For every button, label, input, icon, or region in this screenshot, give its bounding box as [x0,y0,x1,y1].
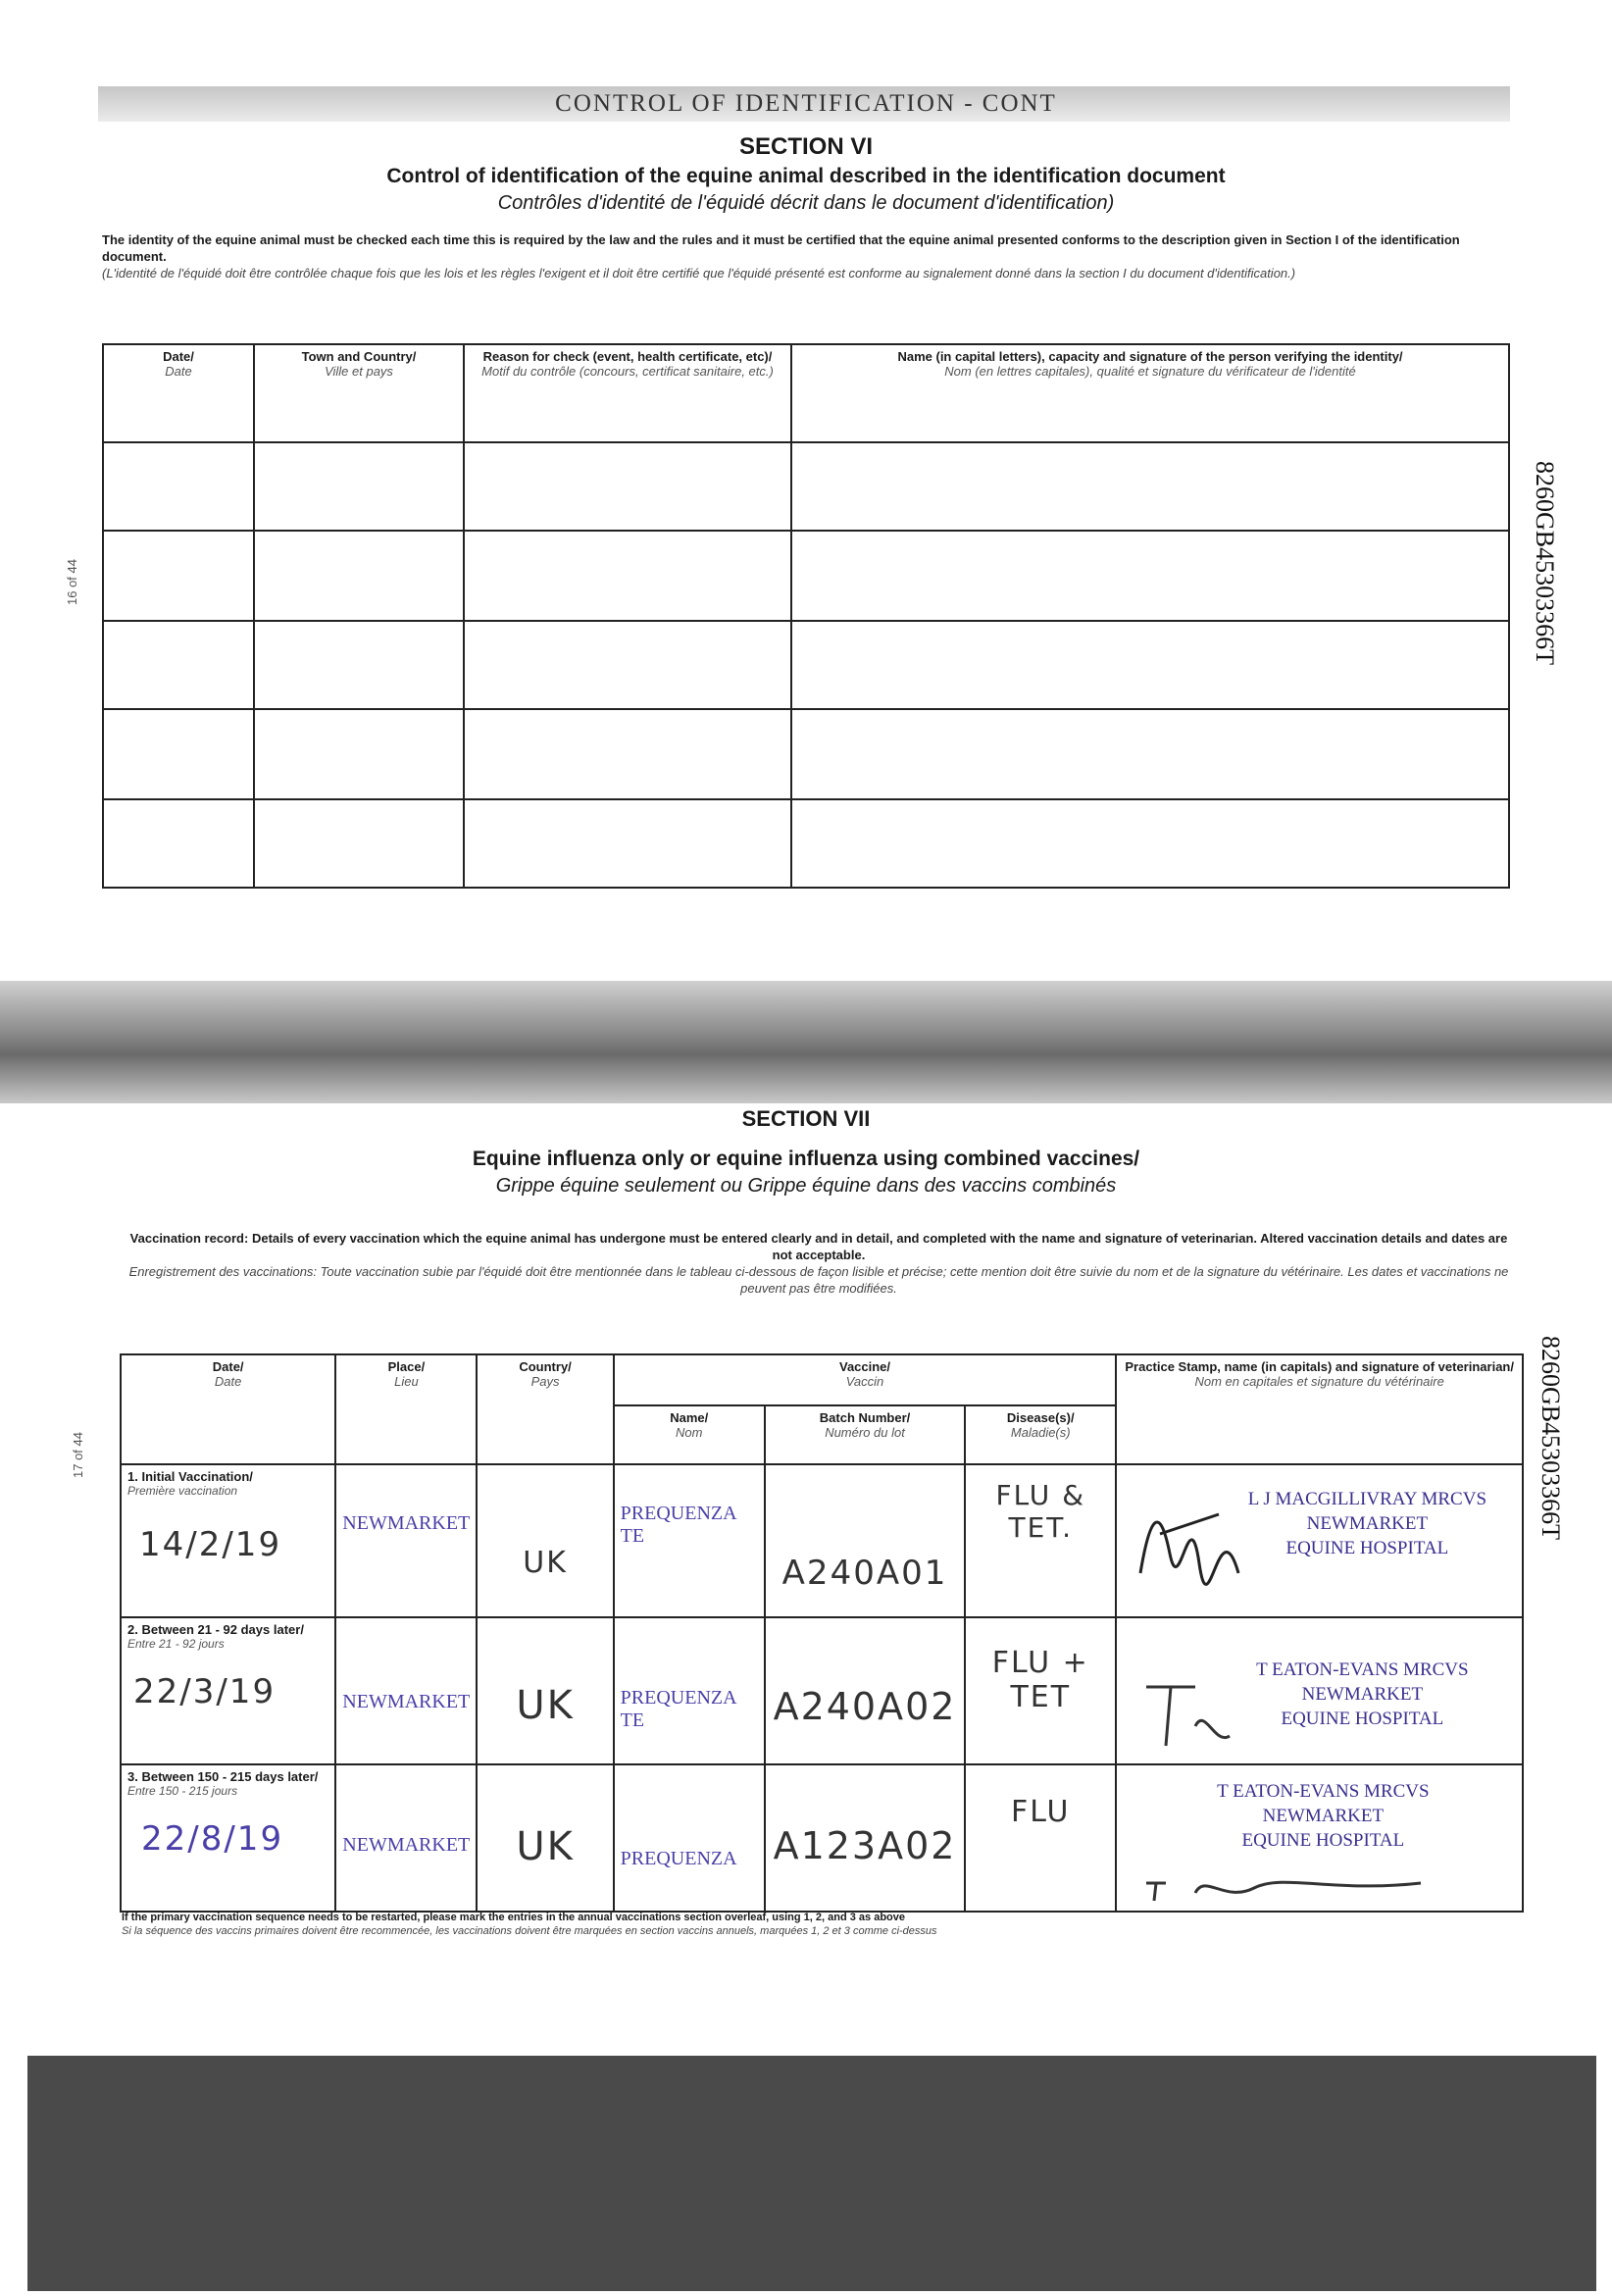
place-value: NEWMARKET [342,1512,471,1534]
footnote-en: If the primary vaccination sequence needs to be restarted, please mark the entries in the annual vaccinations section overleaf, using 1, 2, and 3 as above [122,1912,906,1923]
section7-subtitle-fr: Grippe équine seulement ou Grippe équine dans des vaccins combinés [495,1175,1117,1197]
col-disease: Disease(s)/ Maladie(s) [965,1405,1116,1464]
table-header-row [103,344,1509,442]
section6-subtitle-fr: Contrôles d'identité de l'équidé décrit dans le document d'identification) [497,192,1115,214]
disease-value: FLU [1011,1795,1071,1829]
section7-footnote [122,1911,1534,1938]
country-value: UK [523,1546,568,1580]
vaccine-name-value: PREQUENZA [620,1848,737,1869]
serial-number-bottom: 8260GB45303366T [1536,1336,1565,1540]
page-number-top: 16 of 44 [65,559,79,605]
section7-note-fr: Toute vaccination subie par l'équidé doit être mentionnée dans le tableau ci-dessous de façon lisible et précise; cette mention doit être suivie du nom et de la signature du vétérinaire. Les dates et vaccinations ne peuvent pas être modifiées. [320,1264,1509,1296]
signature-scribble [1136,1677,1244,1756]
footnote-fr: Si la séquence des vaccins primaires doivent être recommencée, les vaccinations doivent être marquées en section vaccins annuels, marquées 1, 2 et 3 comme ci-dessus [122,1925,937,1937]
section7-title: SECTION VII [741,1106,871,1131]
disease-value: FLU & TET. [995,1479,1086,1544]
section6-banner: CONTROL OF IDENTIFICATION - CONT [555,90,1057,117]
row-date-cell: 2. Between 21 - 92 days later/ Entre 21 - 92 jours 22/3/19 [121,1617,335,1764]
disease-value: FLU + TET [991,1646,1089,1714]
scan-shadow-bottom [27,2056,1596,2291]
table-row [103,531,1509,621]
page-fold-band [0,981,1612,1103]
date-value: 22/3/19 [133,1672,277,1711]
table-row [103,442,1509,531]
identity-check-table [102,343,1510,889]
date-value: 22/8/19 [141,1819,284,1859]
vet-cell [1116,1764,1523,1912]
table-row [103,621,1509,709]
place-value: NEWMARKET [342,1691,471,1712]
col-date: Date/ Date [121,1354,335,1464]
col-country: Country/ Pays [477,1354,613,1464]
section6-note-fr: (L'identité de l'équidé doit être contrôlée chaque fois que les lois et les règles l'exigent et il doit être certifié que l'équidé présenté est conforme au signalement donné dans la section I du document d'identification.) [102,266,1296,281]
vet-stamp: T EATON-EVANS MRCVS NEWMARKET EQUINE HOSPITAL [1217,1781,1430,1851]
table-row [121,1764,1523,1912]
table-row [121,1617,1523,1764]
section7-note-label: Vaccination record: [129,1231,249,1246]
vet-stamp: L J MACGILLIVRAY MRCVS NEWMARKET EQUINE HOSPITAL [1247,1489,1487,1558]
col-town-country: Town and Country/ Ville et pays [254,344,464,442]
place-value: NEWMARKET [342,1834,471,1856]
row-date-cell: 1. Initial Vaccination/ Première vaccination 14/2/19 [121,1464,335,1617]
table-row [121,1464,1523,1617]
batch-value: A240A01 [781,1554,948,1593]
table-row [103,799,1509,888]
col-vet: Practice Stamp, name (in capitals) and signature of veterinarian/ Nom en capitales et signature du vétérinaire [1116,1354,1523,1464]
signature-scribble [1136,1863,1431,1903]
col-vaccine-name: Name/ Nom [614,1405,765,1464]
date-value: 14/2/19 [139,1525,282,1564]
section7-note [127,1230,1510,1297]
section6-title: SECTION VI [738,133,874,160]
col-place: Place/ Lieu [335,1354,477,1464]
section7-note-fr-label: Enregistrement des vaccinations: [128,1264,318,1279]
page-number-bottom: 17 of 44 [71,1432,85,1478]
country-value: UK [516,1824,575,1869]
vet-cell [1116,1617,1523,1764]
batch-value: A240A02 [773,1685,957,1728]
section7-note-en: Details of every vaccination which the equine animal has undergone must be entered clearly and in detail, and completed with the name and signature of veterinarian. Altered vaccination details and dates are not acceptable. [251,1231,1508,1262]
signature-scribble [1131,1475,1248,1593]
vaccination-table [120,1353,1524,1913]
col-vaccine: Vaccine/ Vaccin [614,1354,1117,1405]
section6-note-en: The identity of the equine animal must be checked each time this is required by the law and the rules and it must be certified that the equine animal presented conforms to the description given in Section I of the identification document. [102,232,1460,264]
table-header-row [121,1354,1523,1405]
vet-cell [1116,1464,1523,1617]
row-date-cell: 3. Between 150 - 215 days later/ Entre 150 - 215 jours 22/8/19 [121,1764,335,1912]
col-date: Date/ Date [103,344,254,442]
section6-note [102,231,1485,281]
serial-number-top: 8260GB45303366T [1531,461,1559,665]
col-batch: Batch Number/ Numéro du lot [765,1405,965,1464]
col-verifier: Name (in capital letters), capacity and signature of the person verifying the identity/ Nom (en lettres capitales), qualité et signature du vérificateur de l'identité [791,344,1509,442]
table-row [103,709,1509,799]
vet-stamp: T EATON-EVANS MRCVS NEWMARKET EQUINE HOSPITAL [1256,1659,1469,1729]
vaccine-name-value: PREQUENZA TE [620,1687,736,1731]
country-value: UK [516,1683,575,1728]
vaccine-name-value: PREQUENZA TE [620,1503,736,1547]
section6-subtitle: Control of identification of the equine animal described in the identification document [386,165,1226,187]
batch-value: A123A02 [773,1824,957,1867]
col-reason: Reason for check (event, health certificate, etc)/ Motif du contrôle (concours, certificat sanitaire, etc.) [464,344,791,442]
section7-subtitle: Equine influenza only or equine influenza using combined vaccines/ [472,1148,1140,1170]
